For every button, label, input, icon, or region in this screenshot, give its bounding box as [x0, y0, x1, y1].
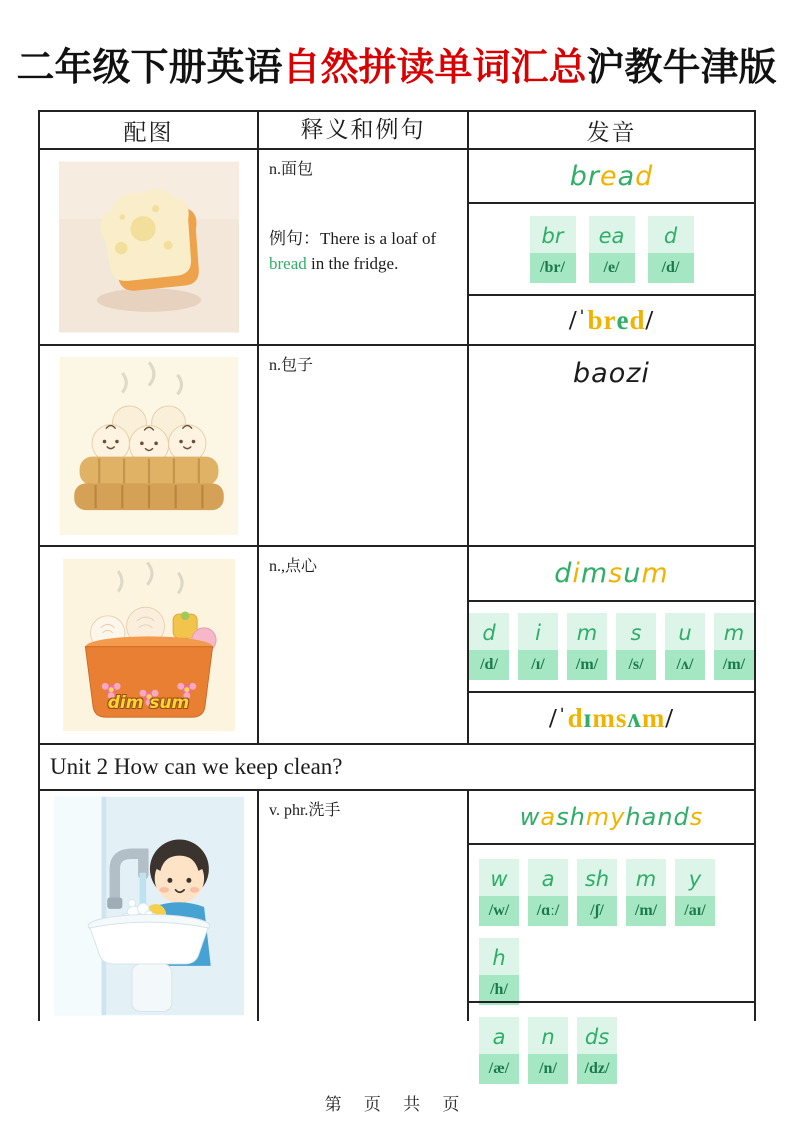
chunk-letters: d: [469, 613, 509, 650]
phonics-chunk: [479, 1017, 519, 1084]
chunk-letters: d: [648, 216, 694, 253]
dimsum-word: d i m s u m: [554, 558, 669, 589]
bread-chunks-cell: [469, 202, 754, 294]
baozi-meaning: n.包子: [269, 357, 314, 374]
wash-meaning: v. phr.洗手: [269, 802, 341, 819]
phonics-chunk: [479, 859, 519, 926]
dimsum-ipa: / ˈ d ɪ m s ʌ m /: [469, 691, 754, 743]
chunk-ipa: /s/: [616, 650, 656, 680]
chunk-letters: y: [675, 859, 715, 896]
chunk-letters: i: [518, 613, 558, 650]
header-meaning: 释义和例句: [259, 112, 469, 148]
chunk-ipa: /d/: [469, 650, 509, 680]
table-row-wash: [40, 791, 754, 1077]
chunk-letters: sh: [577, 859, 617, 896]
title-prefix: 二年级下册英语: [16, 47, 283, 89]
table-row-baozi: [40, 346, 754, 547]
chunk-letters: ea: [589, 216, 635, 253]
wash-pron-cell: [469, 791, 754, 1077]
chunk-ipa: /ʌ/: [665, 650, 705, 680]
dimsum-chunks: [469, 613, 754, 680]
bread-example-label: 例句：: [269, 229, 320, 249]
phonics-chunk: [665, 613, 705, 680]
chunk-letters: s: [616, 613, 656, 650]
table-row-bread: [40, 150, 754, 346]
chunk-letters: a: [479, 1017, 519, 1054]
chunk-ipa: /ɑː/: [528, 896, 568, 926]
title-highlight: 自然拼读单词汇总: [282, 47, 587, 89]
header-pronunciation: 发音: [586, 119, 637, 145]
chunk-ipa: /d/: [648, 253, 694, 283]
page-footer: 第 页 共 页: [324, 1095, 469, 1114]
baozi-meaning-cell: [259, 346, 469, 545]
wash-meaning-cell: [259, 791, 469, 1021]
wash-hands-image: [54, 794, 244, 1018]
phonics-chunk: [675, 859, 715, 926]
chunk-letters: br: [530, 216, 576, 253]
chunk-letters: m: [626, 859, 666, 896]
dimsum-meaning: n.,点心: [269, 558, 318, 575]
wash-word: w a s h m y h a n d s: [519, 803, 704, 831]
bread-ipa: / ˈ b r e d /: [469, 294, 754, 344]
table-row-unit-header: [40, 745, 754, 791]
baozi-pron-cell: [469, 346, 754, 545]
bread-example: [269, 227, 457, 276]
chunk-letters: u: [665, 613, 705, 650]
phonics-chunk: [530, 216, 576, 283]
bread-example-sentence: There is a loaf of bread in the fridge.: [269, 229, 437, 273]
table-header-row: [40, 112, 754, 150]
phonics-chunk: [469, 613, 509, 680]
dimsum-meaning-cell: [259, 547, 469, 743]
phonics-chunk: [714, 613, 754, 680]
phonics-table: [38, 110, 756, 1077]
dimsum-pron-cell: [469, 547, 754, 743]
chunk-letters: m: [567, 613, 607, 650]
dimsum-illustration: [40, 547, 259, 743]
chunk-ipa: /æ/: [479, 1054, 519, 1084]
phonics-chunk: [589, 216, 635, 283]
page-title: [0, 36, 793, 91]
wash-illustration: [40, 791, 259, 1021]
bread-chunks: [530, 216, 694, 283]
wash-chunks-cell: [469, 843, 754, 1077]
phonics-chunk: [518, 613, 558, 680]
dimsum-basket-caption: dim sum: [107, 693, 190, 713]
bread-meaning-cell: [259, 150, 469, 344]
baozi-image: [60, 355, 238, 537]
header-illustration: 配图: [40, 112, 259, 148]
wash-chunks-line1: [479, 859, 746, 1005]
chunk-letters: ds: [577, 1017, 617, 1054]
phonics-chunk: [616, 613, 656, 680]
chunk-letters: n: [528, 1017, 568, 1054]
unit-header: Unit 2 How can we keep clean?: [50, 754, 343, 779]
dimsum-chunks-cell: [469, 600, 754, 691]
chunk-ipa: /h/: [479, 975, 519, 1005]
bread-pron-cell: [469, 150, 754, 344]
chunk-letters: w: [479, 859, 519, 896]
chunk-letters: a: [528, 859, 568, 896]
chunk-ipa: /m/: [626, 896, 666, 926]
phonics-chunk: [626, 859, 666, 926]
chunk-ipa: /aɪ/: [675, 896, 715, 926]
title-suffix: 沪教牛津版: [586, 47, 777, 89]
phonics-chunk: [567, 613, 607, 680]
chunk-ipa: /e/: [589, 253, 635, 283]
baozi-word: baozi: [573, 358, 650, 389]
chunk-ipa: /m/: [567, 650, 607, 680]
baozi-illustration: [40, 346, 259, 545]
wash-chunks-line2: [479, 1017, 746, 1084]
chunk-letters: h: [479, 938, 519, 975]
phonics-chunk: [479, 938, 519, 1005]
bread-illustration: [40, 150, 259, 344]
phonics-chunk: [528, 859, 568, 926]
chunk-ipa: /w/: [479, 896, 519, 926]
chunk-ipa: /m/: [714, 650, 754, 680]
chunk-ipa: /ɪ/: [518, 650, 558, 680]
phonics-chunk: [648, 216, 694, 283]
phonics-chunk: [528, 1017, 568, 1084]
wash-ipa-empty: [469, 1001, 754, 1021]
chunk-ipa: /dz/: [577, 1054, 617, 1084]
chunk-ipa: /br/: [530, 253, 576, 283]
chunk-ipa: /n/: [528, 1054, 568, 1084]
chunk-ipa: /ʃ/: [577, 896, 617, 926]
bread-image: [59, 161, 239, 333]
phonics-chunk: [577, 1017, 617, 1084]
phonics-chunk: [577, 859, 617, 926]
chunk-letters: m: [714, 613, 754, 650]
bread-meaning: n.面包: [269, 161, 314, 178]
table-row-dimsum: [40, 547, 754, 745]
bread-word: b r e a d: [569, 160, 654, 192]
